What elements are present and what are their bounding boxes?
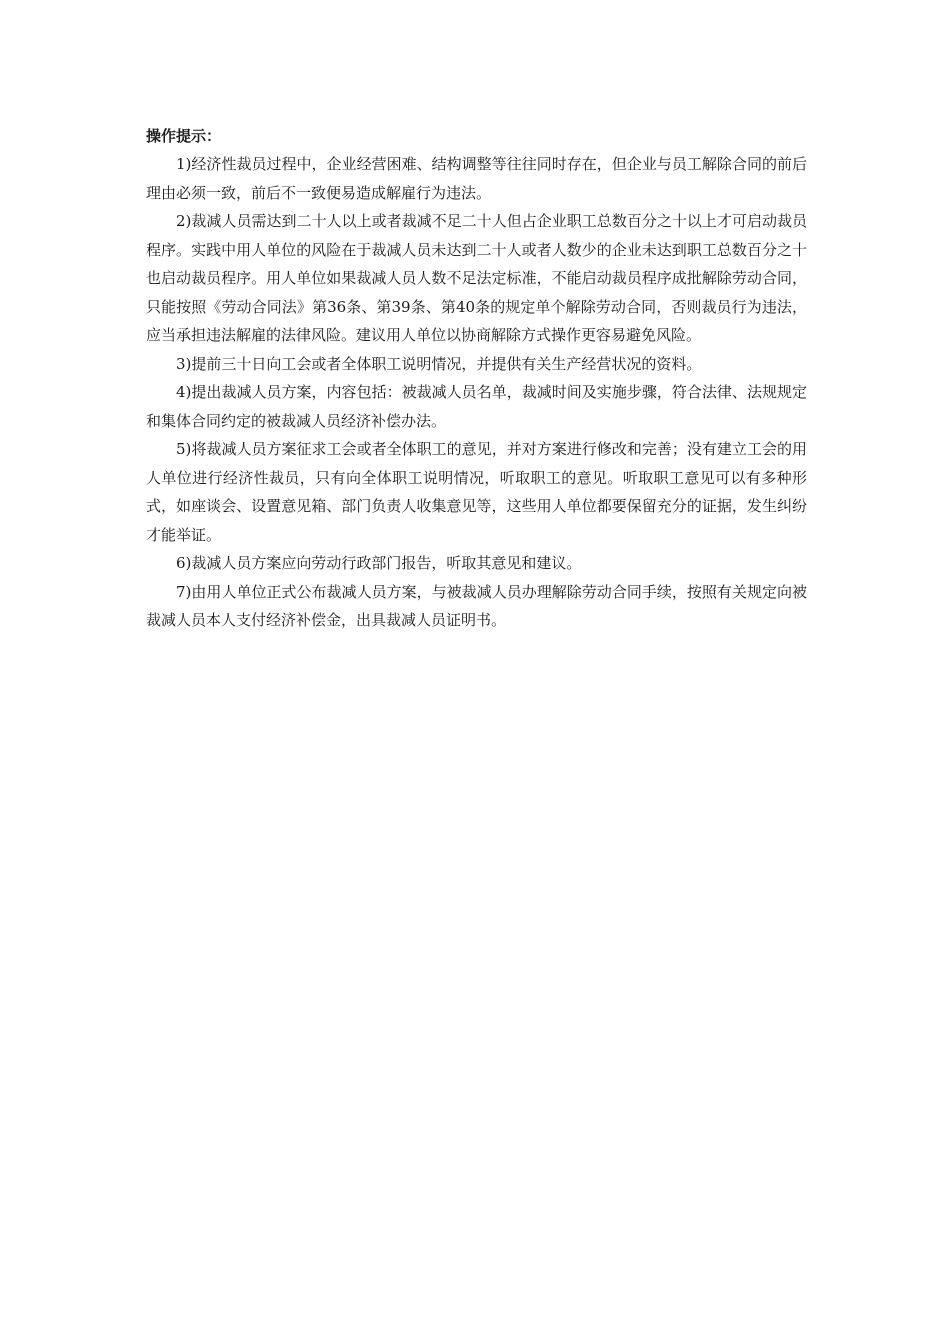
section-heading: 操作提示： (146, 127, 222, 145)
tip-paragraph-1: 1)经济性裁员过程中，企业经营困难、结构调整等往往同时存在，但企业与员工解除合同的前后理由必须一致，前后不一致便易造成解雇行为违法。 (146, 155, 807, 202)
tip-paragraph-6: 6)裁减人员方案应向劳动行政部门报告，听取其意见和建议。 (176, 554, 582, 572)
document-page (146, 122, 807, 635)
tip-paragraph-2: 2)裁减人员需达到二十人以上或者裁减不足二十人但占企业职工总数百分之十以上才可启动裁员程序。实践中用人单位的风险在于裁减人员未达到二十人或者人数少的企业未达到职工总数百分之十也启动裁员程序。用人单位如果裁减人员人数不足法定标准，不能启动裁员程序成批解除劳动合同，只能按照《劳动合同法》第36条、第39条、第40条的规定单个解除劳动合同，否则裁员行为违法，应当承担违法解雇的法律风险。建议用人单位以协商解除方式操作更容易避免风险。 (146, 212, 807, 344)
tip-paragraph-7: 7)由用人单位正式公布裁减人员方案，与被裁减人员办理解除劳动合同手续，按照有关规定向被裁减人员本人支付经济补偿金，出具裁减人员证明书。 (146, 582, 807, 629)
tip-paragraph-4: 4)提出裁减人员方案，内容包括：被裁减人员名单，裁减时间及实施步骤，符合法律、法规规定和集体合同约定的被裁减人员经济补偿办法。 (146, 383, 807, 430)
tip-paragraph-5: 5)将裁减人员方案征求工会或者全体职工的意见，并对方案进行修改和完善；没有建立工会的用人单位进行经济性裁员，只有向全体职工说明情况，听取职工的意见。听取职工意见可以有多种形式，如座谈会、设置意见箱、部门负责人收集意见等，这些用人单位都要保留充分的证据，发生纠纷才能举证。 (146, 440, 807, 544)
tip-paragraph-3: 3)提前三十日向工会或者全体职工说明情况，并提供有关生产经营状况的资料。 (176, 354, 702, 373)
